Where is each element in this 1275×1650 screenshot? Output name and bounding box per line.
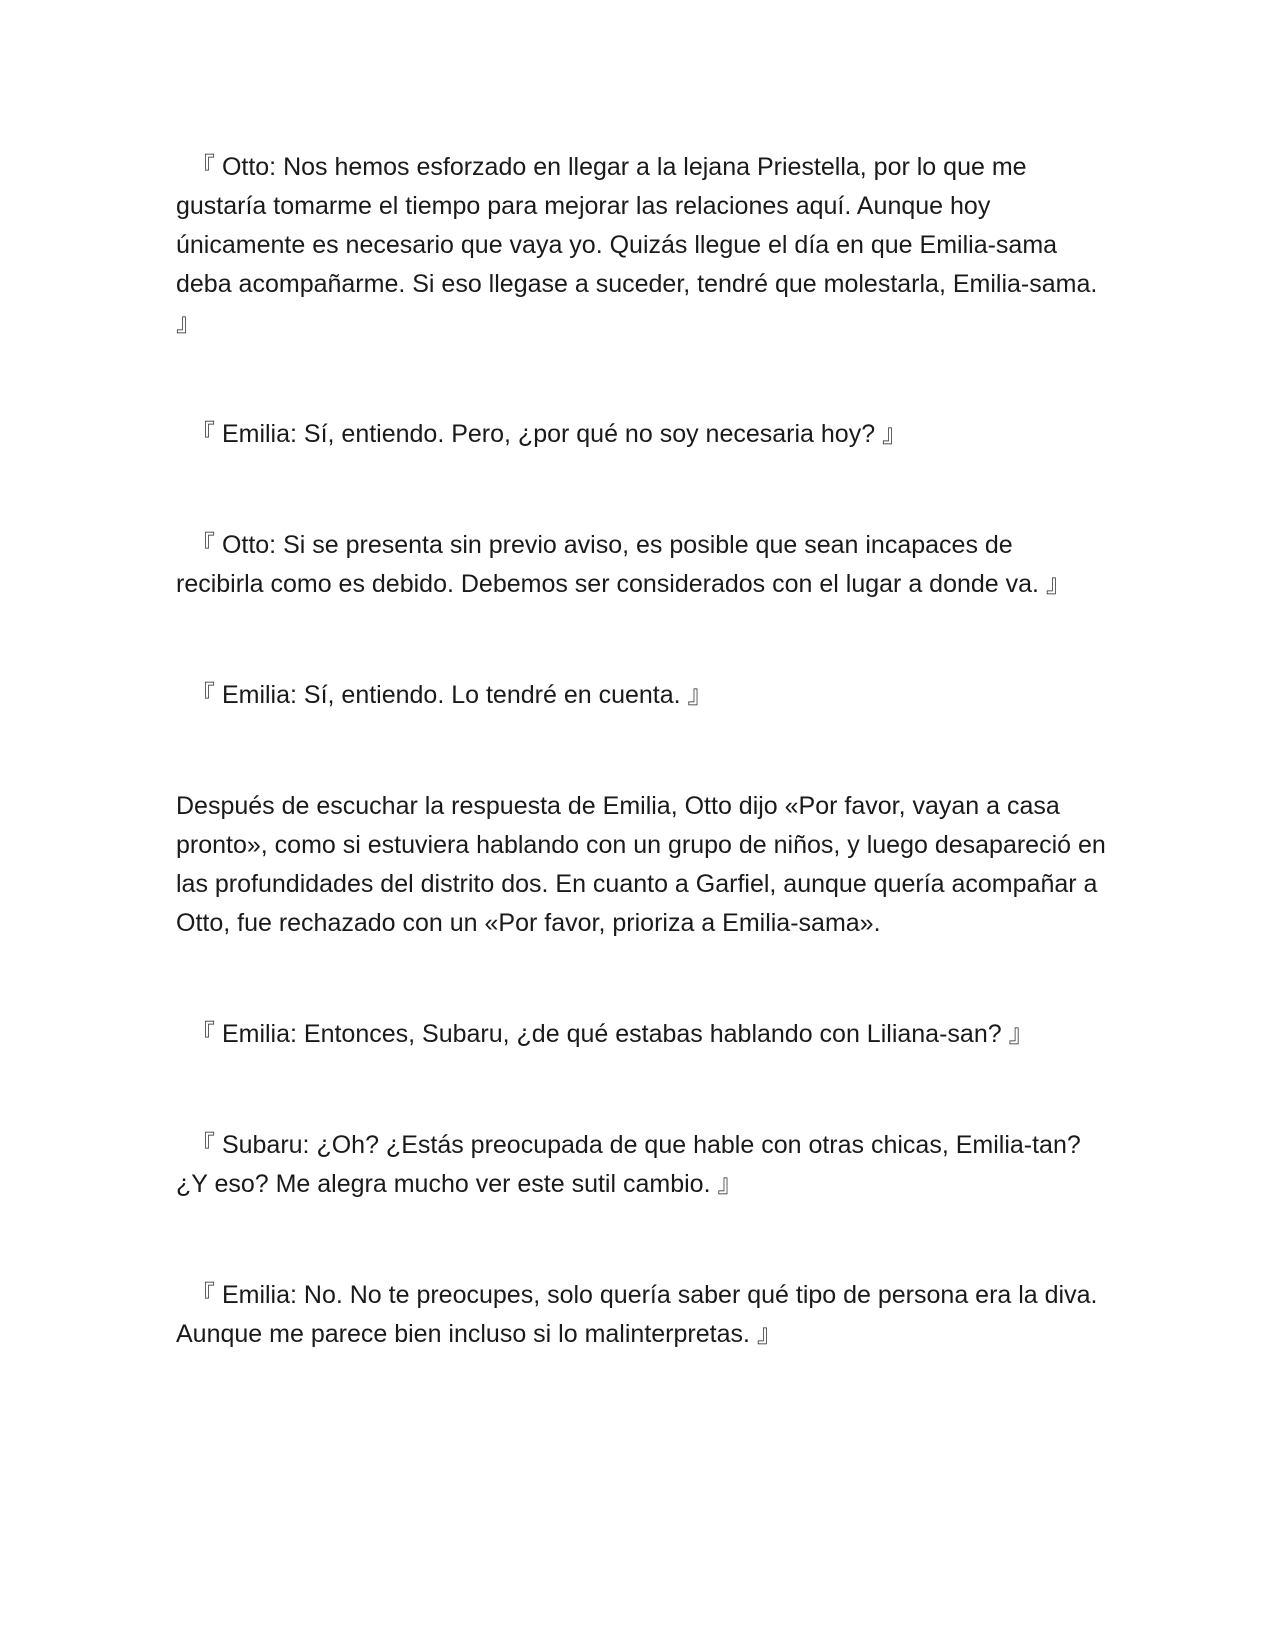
paragraph-emilia-1: 『 Emilia: Sí, entiendo. Pero, ¿por qué no soy necesaria hoy? 』: [190, 420, 908, 448]
paragraph-emilia-3: 『 Emilia: Entonces, Subaru, ¿de qué estabas hablando con Liliana-san? 』: [190, 1020, 1034, 1048]
paragraph-spacer: [176, 454, 1106, 526]
document-body: [176, 148, 1106, 1354]
paragraph-narration: Después de escuchar la respuesta de Emilia, Otto dijo «Por favor, vayan a casa pronto», como si estuviera hablando con un grupo de niños, y luego desapareció en las profundidades del distrito dos. En cuanto a Garfiel, aunque quería acompañar a Otto, fue rechazado con un «Por favor, prioriza a Emilia-sama».: [176, 792, 1106, 937]
paragraph-spacer: [176, 604, 1106, 676]
paragraph-subaru-1: 『 Subaru: ¿Oh? ¿Estás preocupada de que hable con otras chicas, Emilia-tan? ¿Y eso? Me alegra mucho ver este sutil cambio. 』: [176, 1131, 1081, 1198]
paragraph-otto-2: 『 Otto: Si se presenta sin previo aviso, es posible que sean incapaces de recibirla como es debido. Debemos ser considerados con el lugar a donde va. 』: [176, 531, 1071, 598]
paragraph-spacer: [176, 715, 1106, 787]
paragraph-spacer: [176, 1204, 1106, 1276]
paragraph-emilia-2: 『 Emilia: Sí, entiendo. Lo tendré en cuenta. 』: [190, 681, 713, 709]
paragraph-spacer: [176, 943, 1106, 1015]
paragraph-emilia-4: 『 Emilia: No. No te preocupes, solo quería saber qué tipo de persona era la diva. Aunque me parece bien incluso si lo malinterpretas. 』: [176, 1281, 1098, 1348]
paragraph-spacer: [176, 1054, 1106, 1126]
paragraph-spacer: [176, 343, 1106, 415]
paragraph-otto-1: 『 Otto: Nos hemos esforzado en llegar a la lejana Priestella, por lo que me gustaría tomarme el tiempo para mejorar las relaciones aquí. Aunque hoy únicamente es necesario que vaya yo. Quizás llegue el día en que Emilia-sama deba acompañarme. Si eso llegase a suceder, tendré que molestarla, Emilia-sama. 』: [176, 153, 1098, 337]
